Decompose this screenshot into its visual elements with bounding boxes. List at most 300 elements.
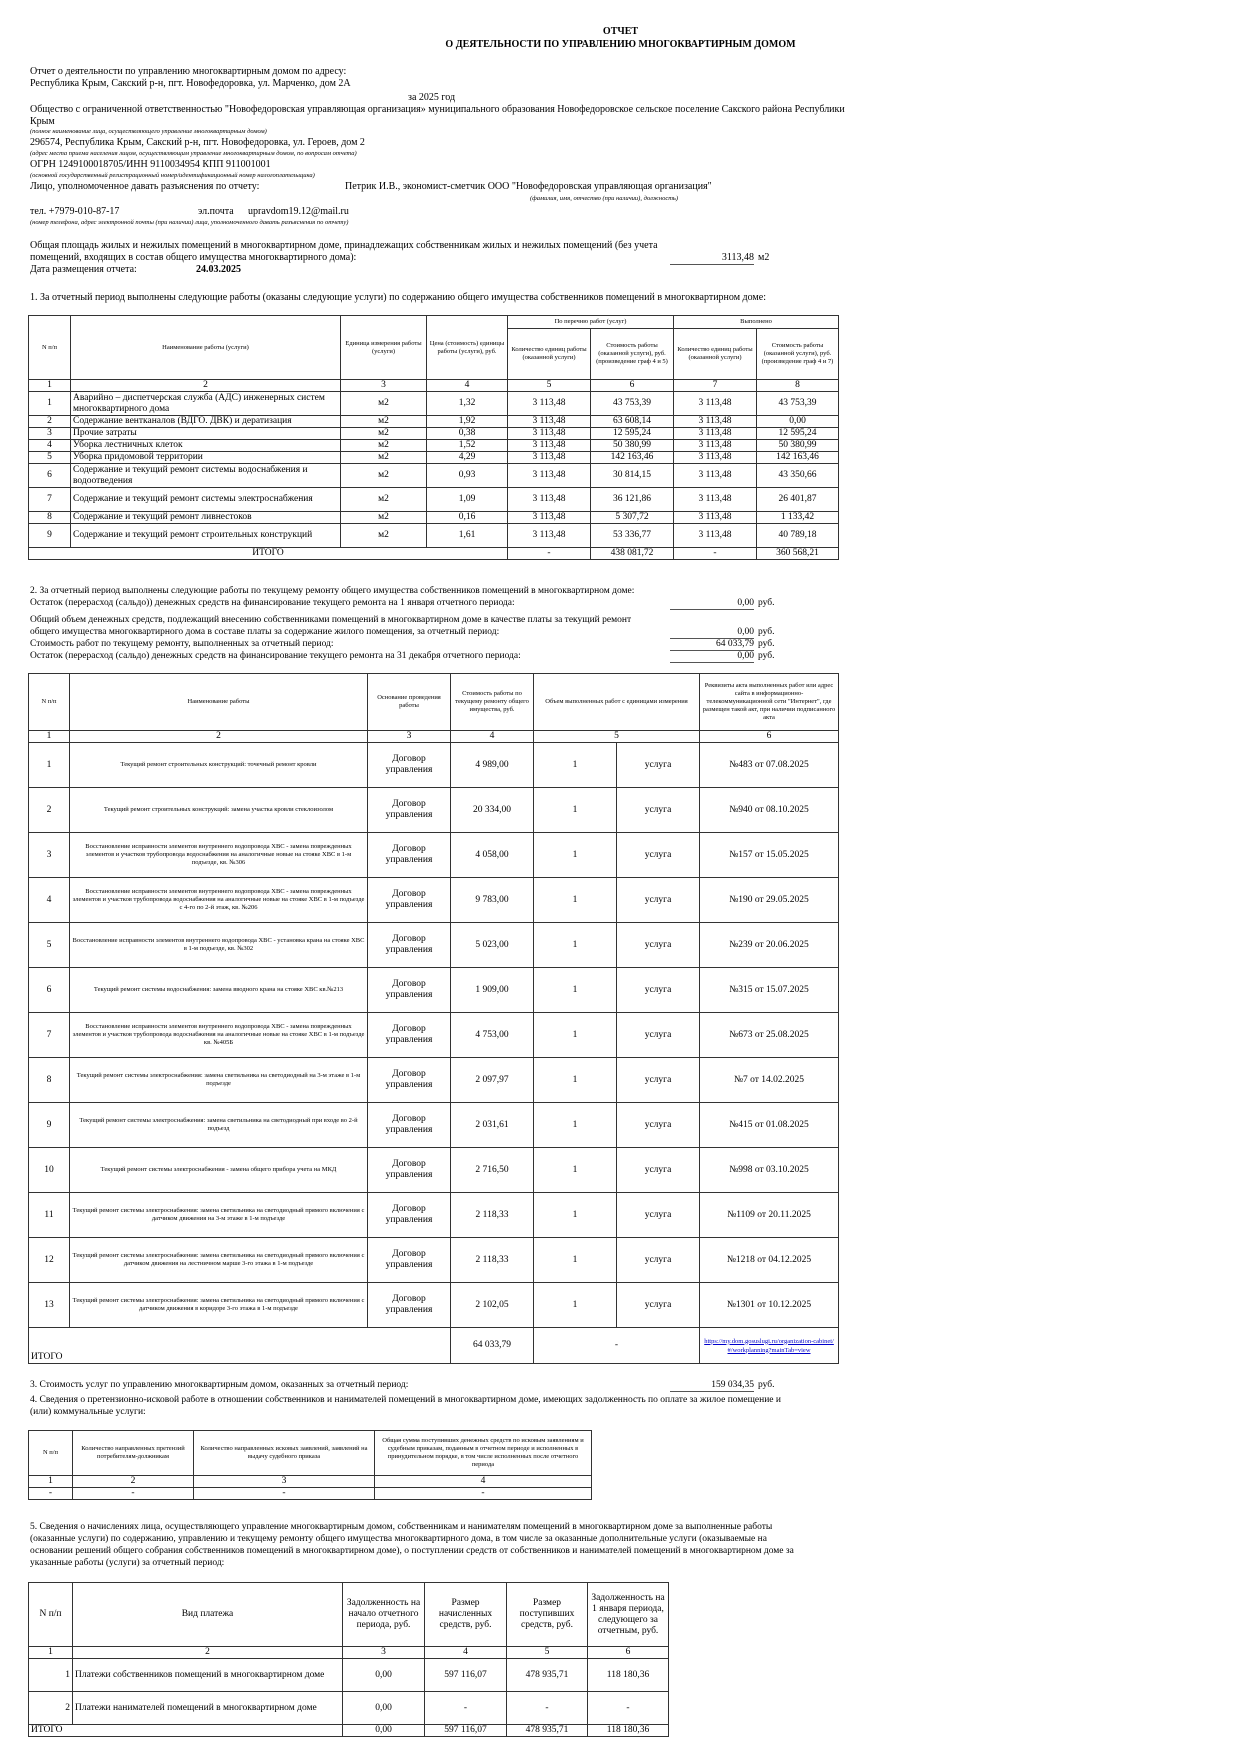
col-qty-plan: Количество единиц работы (оказанной услуги) — [508, 329, 591, 380]
row-num: 13 — [29, 1283, 70, 1328]
col-num: N п/п — [29, 316, 71, 380]
row-type: Платежи нанимателей помещений в многоквартирном доме — [73, 1692, 343, 1725]
row-cost-done: 1 133,42 — [757, 512, 839, 524]
col-unit: Единица измерения работы (услуги) — [341, 316, 427, 380]
row-num: 3 — [29, 428, 71, 440]
table-row — [29, 1013, 839, 1058]
total-label: ИТОГО — [29, 1328, 451, 1364]
row-qty-plan: 3 113,48 — [508, 452, 591, 464]
total-label: ИТОГО — [29, 548, 508, 560]
s2-line2-cont: общего имущества многоквартирного дома в составе платы за содержание жилого помещения, за отчетный период: — [30, 627, 500, 637]
s2-line4: Остаток (перерасход (сальдо) денежных средств на финансирование текущего ремонта на 31 декабря отчетного периода: — [30, 651, 521, 661]
col-charged: Размер начисленных средств, руб. — [425, 1583, 507, 1647]
col-number: 3 — [343, 1647, 425, 1659]
row-cost: 2 031,61 — [451, 1103, 534, 1148]
section4-title-cont: (или) коммунальные услуги: — [30, 1407, 146, 1417]
col-number: 2 — [73, 1476, 194, 1488]
row-cost-done: 50 380,99 — [757, 440, 839, 452]
col-number: 4 — [375, 1476, 592, 1488]
ogrn: ОГРН 1249100018705/ИНН 9110034954 КПП 911001001 — [30, 159, 271, 170]
row-cost-done: 40 789,18 — [757, 524, 839, 548]
col-number: 3 — [341, 380, 427, 392]
row-cost: 2 118,33 — [451, 1238, 534, 1283]
row-cost-plan: 5 307,72 — [591, 512, 674, 524]
person-note: (фамилия, имя, отчество (при наличии), должность) — [530, 195, 679, 202]
row-qty-done: 3 113,48 — [674, 512, 757, 524]
total-debt-end: 118 180,36 — [588, 1725, 669, 1737]
row-price: 0,16 — [427, 512, 508, 524]
table-row — [29, 416, 839, 428]
total-charged: 597 116,07 — [425, 1725, 507, 1737]
total-cost-plan: 438 081,72 — [591, 548, 674, 560]
table-row — [29, 833, 839, 878]
col-name: Наименование работы — [70, 674, 368, 731]
col-number: 5 — [507, 1647, 588, 1659]
row-num: 6 — [29, 968, 70, 1013]
total-cost: 64 033,79 — [451, 1328, 534, 1364]
row-price: 1,92 — [427, 416, 508, 428]
total-qty-done: - — [674, 548, 757, 560]
row-price: 1,09 — [427, 488, 508, 512]
col-number: 1 — [29, 380, 71, 392]
col-volume: Объем выполненных работ с единицами измерения — [534, 674, 700, 731]
row-num: 4 — [29, 440, 71, 452]
row-num: 12 — [29, 1238, 70, 1283]
row-charged: 597 116,07 — [425, 1659, 507, 1692]
row-name: Текущий ремонт системы водоснабжения: замена вводного крана на стояке ХВС кв.№213 — [70, 968, 368, 1013]
row-price: 0,38 — [427, 428, 508, 440]
table-row — [29, 512, 839, 524]
section5-title-4: указанные работы (услуги) за отчетный период: — [30, 1558, 225, 1568]
col-number: 6 — [588, 1647, 669, 1659]
row-unit: услуга — [617, 788, 700, 833]
row-price: 1,32 — [427, 392, 508, 416]
row-name: Текущий ремонт системы электроснабжения: замена светильника на светодиодный прямого включения с датчиком движения на лестничном марше 3-го этажа в 1-м подъезде — [70, 1238, 368, 1283]
row-received: 478 935,71 — [507, 1659, 588, 1692]
row-num: 2 — [29, 1692, 73, 1725]
row-qty-done: 3 113,48 — [674, 488, 757, 512]
col-name: Наименование работы (услуги) — [71, 316, 341, 380]
row-type: Платежи собственников помещений в многоквартирном доме — [73, 1659, 343, 1692]
col-number: 7 — [674, 380, 757, 392]
table-row — [29, 452, 839, 464]
cell: - — [375, 1488, 592, 1500]
row-qty: 1 — [534, 1058, 617, 1103]
row-basis: Договор управления — [368, 788, 451, 833]
row-num: 6 — [29, 464, 71, 488]
section3-value: 159 034,35 — [670, 1379, 754, 1392]
col-number: 4 — [427, 380, 508, 392]
table-row — [29, 464, 839, 488]
row-unit: услуга — [617, 743, 700, 788]
row-act: №415 от 01.08.2025 — [700, 1103, 839, 1148]
s2-currency: руб. — [758, 598, 775, 608]
row-act: №239 от 20.06.2025 — [700, 923, 839, 968]
col-lawsuits: Количество направленных исковых заявлений, заявлений на выдачу судебного приказа — [194, 1431, 375, 1476]
row-unit: м2 — [341, 524, 427, 548]
row-num: 3 — [29, 833, 70, 878]
row-qty: 1 — [534, 1103, 617, 1148]
row-qty: 1 — [534, 833, 617, 878]
row-unit: м2 — [341, 452, 427, 464]
row-cost: 2 102,05 — [451, 1283, 534, 1328]
row-qty-plan: 3 113,48 — [508, 440, 591, 452]
col-claims: Количество направленных претензий потребителям-должникам — [73, 1431, 194, 1476]
row-basis: Договор управления — [368, 923, 451, 968]
row-name: Текущий ремонт системы электроснабжения: замена светильника на светодиодный прямого включения с датчиком движения в коридоре 3-го этажа в 1-м подъезде — [70, 1283, 368, 1328]
col-num: N п/п — [29, 1431, 73, 1476]
responsible-person: Петрик И.В., экономист-сметчик ООО "Новофедоровская управляющая организация" — [345, 181, 712, 192]
row-debt-start: 0,00 — [343, 1659, 425, 1692]
repair-table — [28, 673, 839, 1364]
row-qty-plan: 3 113,48 — [508, 488, 591, 512]
row-act: №190 от 29.05.2025 — [700, 878, 839, 923]
row-qty: 1 — [534, 923, 617, 968]
row-qty: 1 — [534, 878, 617, 923]
table-row — [29, 440, 839, 452]
total-cost-done: 360 568,21 — [757, 548, 839, 560]
total-row — [29, 1328, 839, 1364]
row-num: 1 — [29, 1659, 73, 1692]
row-basis: Договор управления — [368, 1193, 451, 1238]
org-name-cont: Крым — [30, 116, 55, 127]
s2-currency: руб. — [758, 627, 775, 637]
row-qty-plan: 3 113,48 — [508, 428, 591, 440]
col-number: 5 — [508, 380, 591, 392]
row-num: 2 — [29, 788, 70, 833]
email[interactable]: upravdom19.12@mail.ru — [248, 206, 349, 217]
row-name: Уборка придомовой территории — [71, 452, 341, 464]
row-qty: 1 — [534, 1013, 617, 1058]
row-num: 2 — [29, 416, 71, 428]
row-unit: услуга — [617, 1238, 700, 1283]
row-basis: Договор управления — [368, 1238, 451, 1283]
row-cost-plan: 12 595,24 — [591, 428, 674, 440]
date-label: Дата размещения отчета: — [30, 264, 137, 275]
row-name: Текущий ремонт строительных конструкций: замена участка кровли стеклоизолом — [70, 788, 368, 833]
row-num: 9 — [29, 1103, 70, 1148]
row-num: 8 — [29, 512, 71, 524]
s2-line4-value: 0,00 — [670, 650, 754, 663]
col-numbers-row — [29, 1476, 592, 1488]
section5-title-3: основании решений общего собрания собственников помещений в многоквартирном доме), о поступлении средств от собственников и нанимателей помещений в многоквартирном доме за — [30, 1546, 794, 1556]
row-qty: 1 — [534, 743, 617, 788]
row-basis: Договор управления — [368, 1148, 451, 1193]
col-number: 6 — [700, 731, 839, 743]
person-label: Лицо, уполномоченное давать разъяснения по отчету: — [30, 181, 260, 192]
area-text: Общая площадь жилых и нежилых помещений в многоквартирном доме, принадлежащих собственникам жилых и нежилых помещений (без учета — [30, 240, 658, 251]
col-group-plan: По перечню работ (услуг) — [508, 316, 674, 329]
col-number: 2 — [70, 731, 368, 743]
row-qty: 1 — [534, 1148, 617, 1193]
row-qty-done: 3 113,48 — [674, 416, 757, 428]
row-basis: Договор управления — [368, 833, 451, 878]
col-debt-start: Задолженность на начало отчетного периода, руб. — [343, 1583, 425, 1647]
col-number: 2 — [73, 1647, 343, 1659]
section4-title: 4. Сведения о претензионно-исковой работе в отношении собственников и нанимателей помещений в многоквартирном доме, имеющих задолженность по оплате за жилое помещение и — [30, 1395, 781, 1405]
s2-currency: руб. — [758, 639, 775, 649]
row-cost: 2 716,50 — [451, 1148, 534, 1193]
col-numbers-row — [29, 380, 839, 392]
maintenance-table — [28, 315, 839, 560]
table-row — [29, 788, 839, 833]
table-row — [29, 524, 839, 548]
row-act: №998 от 03.10.2025 — [700, 1148, 839, 1193]
row-name: Текущий ремонт строительных конструкций: точечный ремонт кровли — [70, 743, 368, 788]
col-number: 1 — [29, 1476, 73, 1488]
table-row — [29, 1283, 839, 1328]
row-qty-done: 3 113,48 — [674, 452, 757, 464]
row-price: 1,52 — [427, 440, 508, 452]
org-address: 296574, Республика Крым, Сакский р-н, пгт. Новофедоровка, ул. Героев, дом 2 — [30, 137, 365, 148]
row-cost-done: 43 350,66 — [757, 464, 839, 488]
row-name: Уборка лестничных клеток — [71, 440, 341, 452]
col-group-done: Выполнено — [674, 316, 839, 329]
row-qty-plan: 3 113,48 — [508, 464, 591, 488]
row-num: 7 — [29, 488, 71, 512]
col-cost: Стоимость работы по текущему ремонту общего имущества, руб. — [451, 674, 534, 731]
row-name: Текущий ремонт системы электроснабжения: замена светильника на светодиодный на 3-м этаже в 1-м подъезде — [70, 1058, 368, 1103]
row-debt-end: - — [588, 1692, 669, 1725]
row-unit: м2 — [341, 440, 427, 452]
col-price: Цена (стоимость) единицы работы (услуги), руб. — [427, 316, 508, 380]
col-basis: Основание проведения работы — [368, 674, 451, 731]
row-name: Содержание и текущий ремонт системы электроснабжения — [71, 488, 341, 512]
row-charged: - — [425, 1692, 507, 1725]
total-volume: - — [534, 1328, 700, 1364]
address-label: Отчет о деятельности по управлению многоквартирным домом по адресу: — [30, 66, 347, 77]
row-cost-done: 12 595,24 — [757, 428, 839, 440]
date-value: 24.03.2025 — [196, 264, 241, 275]
row-cost: 2 118,33 — [451, 1193, 534, 1238]
claims-table — [28, 1430, 592, 1500]
row-unit: услуга — [617, 968, 700, 1013]
row-cost-plan: 43 753,39 — [591, 392, 674, 416]
col-debt-end: Задолженность на 1 января периода, следующего за отчетным, руб. — [588, 1583, 669, 1647]
total-qty-plan: - — [508, 548, 591, 560]
row-act: №157 от 15.05.2025 — [700, 833, 839, 878]
area-unit: м2 — [758, 252, 770, 263]
row-name: Текущий ремонт системы электроснабжения: замена светильника на светодиодный при входе во 2-й подъезд — [70, 1103, 368, 1148]
row-cost: 4 989,00 — [451, 743, 534, 788]
row-cost: 2 097,97 — [451, 1058, 534, 1103]
row-qty: 1 — [534, 1193, 617, 1238]
report-title: ОТЧЕТ — [602, 26, 639, 37]
table-row — [29, 1103, 839, 1148]
row-unit: услуга — [617, 1148, 700, 1193]
row-num: 1 — [29, 743, 70, 788]
row-debt-start: 0,00 — [343, 1692, 425, 1725]
s2-currency: руб. — [758, 651, 775, 661]
s2-line2-value: 0,00 — [670, 626, 754, 639]
row-act: №940 от 08.10.2025 — [700, 788, 839, 833]
row-debt-end: 118 180,36 — [588, 1659, 669, 1692]
row-cost-done: 142 163,46 — [757, 452, 839, 464]
row-num: 1 — [29, 392, 71, 416]
row-num: 7 — [29, 1013, 70, 1058]
col-number: 3 — [368, 731, 451, 743]
col-act: Реквизиты акта выполненных работ или адрес сайта в информационно-телекоммуникационной сети "Интернет", где размещен такой акт, при наличии подписанного акта — [700, 674, 839, 731]
row-cost-plan: 142 163,46 — [591, 452, 674, 464]
table-row — [29, 1692, 669, 1725]
row-basis: Договор управления — [368, 968, 451, 1013]
row-cost: 20 334,00 — [451, 788, 534, 833]
cell: - — [73, 1488, 194, 1500]
col-number: 3 — [194, 1476, 375, 1488]
s2-line2: Общий объем денежных средств, подлежащий внесению собственниками помещений в многоквартирном доме в качестве платы за текущий ремонт — [30, 615, 632, 625]
total-row — [29, 1725, 669, 1737]
total-debt-start: 0,00 — [343, 1725, 425, 1737]
row-num: 11 — [29, 1193, 70, 1238]
row-act: №7 от 14.02.2025 — [700, 1058, 839, 1103]
row-price: 4,29 — [427, 452, 508, 464]
row-name: Содержание вентканалов (ВДГО. ДВК) и дератизация — [71, 416, 341, 428]
area-text-cont: помещений, входящих в состав общего имущества многоквартирного дома): — [30, 252, 357, 263]
section3-text: 3. Стоимость услуг по управлению многоквартирным домом, оказанных за отчетный период: — [30, 1380, 409, 1390]
row-cost: 4 753,00 — [451, 1013, 534, 1058]
table-row — [29, 1488, 592, 1500]
row-num: 4 — [29, 878, 70, 923]
row-unit: услуга — [617, 1103, 700, 1148]
col-number: 1 — [29, 731, 70, 743]
row-num: 8 — [29, 1058, 70, 1103]
row-name: Восстановление исправности элементов внутреннего водопровода ХВС - замена поврежденных элементов и участков трубопровода водоснабжения на аналогичные новые на стояке ХВС в 1-м подъезде, кв. №306 — [70, 833, 368, 878]
row-qty-done: 3 113,48 — [674, 524, 757, 548]
row-basis: Договор управления — [368, 1013, 451, 1058]
row-cost-plan: 63 608,14 — [591, 416, 674, 428]
col-num: N п/п — [29, 1583, 73, 1647]
table-row — [29, 428, 839, 440]
row-cost: 1 909,00 — [451, 968, 534, 1013]
total-row — [29, 548, 839, 560]
phone: тел. +7979-010-87-17 — [30, 206, 120, 217]
table-row — [29, 488, 839, 512]
ogrn-note: (основной государственный регистрационный номер/идентификационный номер налогоплательщика) — [30, 172, 315, 179]
col-type: Вид платежа — [73, 1583, 343, 1647]
section5-title: 5. Сведения о начислениях лица, осуществляющего управление многоквартирным домом, собственникам и нанимателям помещений в многоквартирном доме за выполненные работы — [30, 1522, 773, 1532]
col-number: 5 — [534, 731, 700, 743]
col-number: 4 — [451, 731, 534, 743]
col-received: Размер поступивших средств, руб. — [507, 1583, 588, 1647]
row-cost: 5 023,00 — [451, 923, 534, 968]
row-unit: услуга — [617, 1283, 700, 1328]
col-number: 6 — [591, 380, 674, 392]
table-row — [29, 878, 839, 923]
org-note: (полное наименование лица, осуществляющего управление многоквартирным домом) — [30, 128, 267, 135]
table-row — [29, 968, 839, 1013]
row-unit: услуга — [617, 1058, 700, 1103]
row-act: №673 от 25.08.2025 — [700, 1013, 839, 1058]
s2-line1-value: 0,00 — [670, 597, 754, 610]
row-qty-done: 3 113,48 — [674, 428, 757, 440]
row-unit: услуга — [617, 923, 700, 968]
row-cost-done: 0,00 — [757, 416, 839, 428]
total-received: 478 935,71 — [507, 1725, 588, 1737]
col-number: 8 — [757, 380, 839, 392]
row-name: Текущий ремонт системы электроснабжения - замена общего прибора учета на МКД — [70, 1148, 368, 1193]
section2-title: 2. За отчетный период выполнены следующие работы по текущему ремонту общего имущества собственников помещений в многоквартирном доме: — [30, 586, 635, 596]
table-row — [29, 1058, 839, 1103]
row-name: Аварийно – диспетчерская служба (АДС) инженерных систем многоквартирного дома — [71, 392, 341, 416]
org-name: Общество с ограниченной ответственностью "Новофедоровская управляющая организация» муниципального образования Новофедоровское сельское поселение Сакского района Республики — [30, 104, 845, 115]
col-number: 4 — [425, 1647, 507, 1659]
col-cost-plan: Стоимость работы (оказанной услуги), руб. (произведение граф 4 и 5) — [591, 329, 674, 380]
row-num: 5 — [29, 452, 71, 464]
row-cost-plan: 53 336,77 — [591, 524, 674, 548]
col-numbers-row — [29, 1647, 669, 1659]
row-basis: Договор управления — [368, 1058, 451, 1103]
s2-line3-value: 64 033,79 — [670, 638, 754, 651]
row-num: 5 — [29, 923, 70, 968]
row-unit: м2 — [341, 392, 427, 416]
row-qty-plan: 3 113,48 — [508, 524, 591, 548]
row-unit: м2 — [341, 464, 427, 488]
row-name: Восстановление исправности элементов внутреннего водопровода ХВС - замена поврежденных элементов и участков трубопровода водоснабжения на аналогичные новые на стояке ХВС в 1-м подъезде с 4-го по 2-й этаж, кв. №206 — [70, 878, 368, 923]
total-label: ИТОГО — [29, 1725, 343, 1737]
row-price: 1,61 — [427, 524, 508, 548]
row-unit: м2 — [341, 416, 427, 428]
row-cost-done: 26 401,87 — [757, 488, 839, 512]
section1-title: 1. За отчетный период выполнены следующие работы (оказаны следующие услуги) по содержанию общего имущества собственников помещений в многоквартирном доме: — [30, 292, 766, 303]
org-address-note: (адрес места приема населения лицом, осуществляющим управление многоквартирным домом, по вопросам отчета) — [30, 150, 357, 157]
row-act: №483 от 07.08.2025 — [700, 743, 839, 788]
col-number: 1 — [29, 1647, 73, 1659]
report-subtitle: О ДЕЯТЕЛЬНОСТИ ПО УПРАВЛЕНИЮ МНОГОКВАРТИРНЫМ ДОМОМ — [445, 39, 796, 50]
row-act: №1218 от 04.12.2025 — [700, 1238, 839, 1283]
row-cost: 9 783,00 — [451, 878, 534, 923]
row-name: Прочие затраты — [71, 428, 341, 440]
address: Республика Крым, Сакский р-н, пгт. Новофедоровка, ул. Марченко, дом 2А — [30, 78, 351, 89]
row-cost: 4 058,00 — [451, 833, 534, 878]
row-qty-plan: 3 113,48 — [508, 512, 591, 524]
row-cost-done: 43 753,39 — [757, 392, 839, 416]
row-qty: 1 — [534, 1238, 617, 1283]
col-numbers-row — [29, 731, 839, 743]
row-name: Текущий ремонт системы электроснабжения: замена светильника на светодиодный прямого включения с датчиком движения на 3-м этаже в 1-м подъезде — [70, 1193, 368, 1238]
row-qty-plan: 3 113,48 — [508, 392, 591, 416]
gis-link[interactable]: https://my.dom.gosuslugi.ru/organization-cabinet/#/workplanning?mainTab=view — [704, 1337, 834, 1354]
row-act: №1301 от 10.12.2025 — [700, 1283, 839, 1328]
table-row — [29, 1193, 839, 1238]
row-qty: 1 — [534, 788, 617, 833]
section3-currency: руб. — [758, 1380, 775, 1390]
report-period: за 2025 год — [408, 92, 456, 103]
area-value: 3113,48 — [670, 252, 754, 265]
table-row — [29, 1238, 839, 1283]
row-unit: услуга — [617, 1013, 700, 1058]
row-price: 0,93 — [427, 464, 508, 488]
s2-line3: Стоимость работ по текущему ремонту, выполненных за отчетный период: — [30, 639, 334, 649]
row-unit: м2 — [341, 512, 427, 524]
cell: - — [29, 1488, 73, 1500]
s2-line1: Остаток (перерасход (сальдо)) денежных средств на финансирование текущего ремонта на 1 января отчетного периода: — [30, 598, 515, 608]
row-unit: м2 — [341, 428, 427, 440]
email-label: эл.почта — [198, 206, 234, 217]
cell: - — [194, 1488, 375, 1500]
contact-note: (номер телефона, адрес электронной почты (при наличии) лица, уполномоченного давать разъяснения по отчету) — [30, 219, 349, 226]
row-num: 9 — [29, 524, 71, 548]
row-qty: 1 — [534, 968, 617, 1013]
row-unit: услуга — [617, 878, 700, 923]
table-row — [29, 1148, 839, 1193]
col-sum: Общая сумма поступивших денежных средств по исковым заявлениям и судебным приказам, поданным в отчетном периоде и исполненных в принудительном порядке, в том числе исполненных после отчетного периода — [375, 1431, 592, 1476]
row-cost-plan: 36 121,86 — [591, 488, 674, 512]
row-basis: Договор управления — [368, 1103, 451, 1148]
section5-title-2: (оказанные услуги) по содержанию, управлению и текущему ремонту общего имущества многоквартирного дома, в том числе за оказанные дополнительные услуги (оказываемые на — [30, 1534, 767, 1544]
payments-table — [28, 1582, 669, 1737]
col-qty-done: Количество единиц работы (оказанной услуги) — [674, 329, 757, 380]
row-num: 10 — [29, 1148, 70, 1193]
